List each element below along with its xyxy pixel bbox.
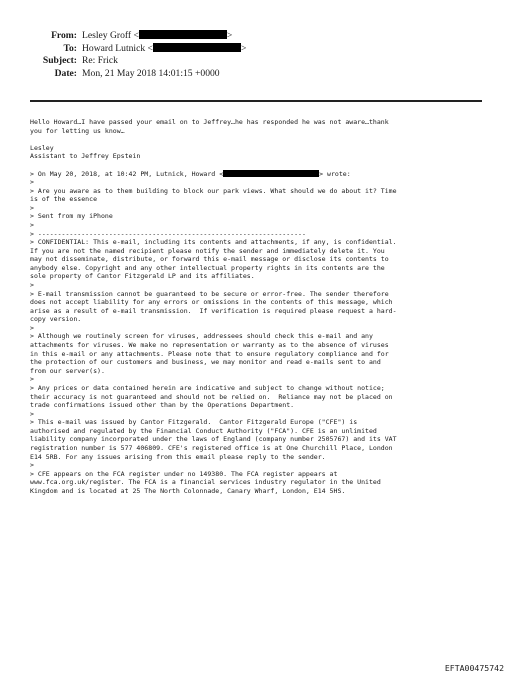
subject-value: Re: Frick <box>82 55 118 66</box>
quoted-line: their accuracy is not guaranteed and should not be relied on. Reliance may not be placed on <box>30 392 393 401</box>
quoted-line: > <box>30 178 34 187</box>
quoted-line: > <box>30 409 34 418</box>
quoted-line: > <box>30 323 34 332</box>
quoted-line: may not disseminate, distribute, or forward this e-mail message or disclose its contents to <box>30 255 389 264</box>
bates-number: EFTA00475742 <box>444 663 504 673</box>
quote-intro-end: > wrote: <box>319 169 351 178</box>
quoted-line: > <box>30 281 34 290</box>
quoted-line: anybody else. Copyright and any other intellectual property rights in its contents are the <box>30 263 385 272</box>
quoted-line: > CFE appears on the FCA register under no 149380. The FCA register appears at <box>30 469 338 478</box>
quoted-line: copy version. <box>30 315 82 324</box>
quoted-line: > <box>30 203 34 212</box>
quoted-line: attachments for viruses. We make no representation or warranty as to the absence of viruses <box>30 341 389 350</box>
signature-title: Assistant to Jeffrey Epstein <box>30 152 141 161</box>
close-bracket: > <box>226 30 233 41</box>
quoted-line: in this e-mail or any attachments. Please note that to ensure regulatory compliance and for <box>30 349 389 358</box>
quoted-line: www.fca.org.uk/register. The FCA is a financial services industry regulator in the United <box>30 478 381 487</box>
quoted-line: > This e-mail was issued by Cantor Fitzgerald. Cantor Fitzgerald Europe ("CFE") is <box>30 418 358 427</box>
body-line: you for letting us know… <box>30 126 125 135</box>
redaction-box <box>139 30 227 39</box>
quoted-line: Kingdom and is located at 25 The North Colonnade, Canary Wharf, London, E14 5HS. <box>30 486 346 495</box>
quoted-line: > -------------------------------------------------------------------- <box>30 229 306 238</box>
date-row <box>0 68 512 81</box>
quoted-line: sole property of Cantor Fitzgerald LP and its affiliates. <box>30 272 255 281</box>
quoted-line: E14 5RB. For any issues arising from this email please reply to the sender. <box>30 452 326 461</box>
to-label: To: <box>63 42 77 54</box>
to-row <box>0 43 512 56</box>
redaction-box <box>153 43 241 52</box>
close-bracket: > <box>240 42 247 54</box>
header-divider <box>30 100 482 102</box>
date-label: Date: <box>54 67 77 79</box>
from-label: From: <box>51 30 77 41</box>
signature-name: Lesley <box>30 143 54 152</box>
quoted-line: authorised and regulated by the Financial Conduct Authority ("FCA"). CFE is an unlimited <box>30 426 377 435</box>
quoted-line: arise as a result of e-mail transmission. If verification is required please request a hard- <box>30 306 397 315</box>
quoted-line: from our server(s). <box>30 366 105 375</box>
date-value: Mon, 21 May 2018 14:01:15 +0000 <box>82 67 220 79</box>
subject-label: Subject: <box>42 55 77 66</box>
quoted-line: If you are not the named recipient please notify the sender and immediately delete it. You <box>30 246 385 255</box>
quoted-line: is of the essence <box>30 195 98 204</box>
quoted-message <box>30 178 486 495</box>
redaction-box <box>223 170 319 177</box>
quoted-line: > CONFIDENTIAL: This e-mail, including its contents and attachments, if any, is confidential. <box>30 238 397 247</box>
email-body <box>30 118 486 495</box>
email-header <box>0 30 512 80</box>
from-row <box>0 30 512 43</box>
quoted-line: > <box>30 461 34 470</box>
quote-intro <box>30 170 486 179</box>
from-value: Lesley Groff < <box>82 30 139 41</box>
quoted-line: liability company incorporated under the laws of England (company number 2505767) and its VAT <box>30 435 397 444</box>
quoted-line: does not accept liability for any errors or omissions in the contents of this message, which <box>30 298 393 307</box>
to-value: Howard Lutnick < <box>82 42 153 54</box>
body-line: Hello Howard…I have passed your email on to Jeffrey…he has responded he was not aware…thank <box>30 118 389 126</box>
quoted-line: > <box>30 375 34 384</box>
quoted-line: > E-mail transmission cannot be guaranteed to be secure or error-free. The sender therefore <box>30 289 389 298</box>
quoted-line: > <box>30 220 34 229</box>
quoted-line: > Although we routinely screen for viruses, addressees should check this e-mail and any <box>30 332 373 341</box>
quoted-line: trade confirmations issued other than by the Operations Department. <box>30 401 295 410</box>
quote-intro-start: > On May 20, 2018, at 10:42 PM, Lutnick, Howard < <box>30 169 224 178</box>
quoted-line: registration number is 577 406809. CFE's registered office is at One Churchill Place, London <box>30 444 393 452</box>
quoted-line: > Any prices or data contained herein are indicative and subject to change without notice; <box>30 383 385 392</box>
quoted-line: > Sent from my iPhone <box>30 212 113 221</box>
quoted-line: > Are you aware as to them building to block our park views. What should we do about it? Time <box>30 186 397 195</box>
subject-row <box>0 55 512 68</box>
quoted-line: the protection of our customers and business, we may monitor and read e-mails sent to and <box>30 358 381 367</box>
